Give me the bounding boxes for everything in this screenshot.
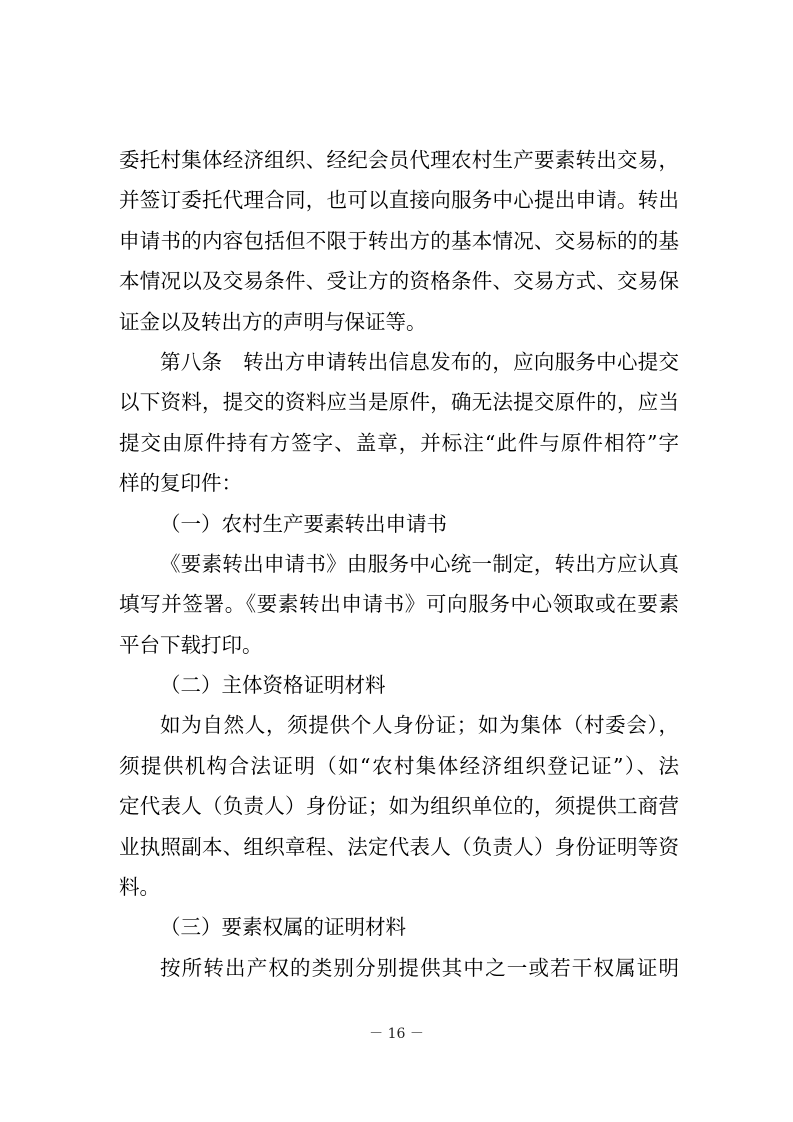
paragraph-line: 并签订委托代理合同，也可以直接向服务中心提出申请。转出 xyxy=(119,188,679,213)
paragraph-line: 定代表人（负责人）身份证；如为组织单位的，须提供工商营 xyxy=(119,794,679,819)
section-heading: （三）要素权属的证明材料 xyxy=(160,915,406,940)
article-heading-line: 第八条 转出方申请转出信息发布的，应向服务中心提交 xyxy=(160,349,679,374)
paragraph-line: 须提供机构合法证明（如“农村集体经济组织登记证”）、法 xyxy=(119,753,679,778)
section-heading: （一）农村生产要素转出申请书 xyxy=(160,511,447,536)
paragraph-line: 证金以及转出方的声明与保证等。 xyxy=(119,309,427,334)
paragraph-line: 如为自然人，须提供个人身份证；如为集体（村委会）， xyxy=(160,713,679,738)
paragraph-line: 委托村集体经济组织、经纪会员代理农村生产要素转出交易， xyxy=(119,148,679,172)
body-text xyxy=(119,140,679,988)
paragraph-line: 申请书的内容包括但不限于转出方的基本情况、交易标的的基 xyxy=(119,228,679,253)
paragraph-line: 样的复印件： xyxy=(119,471,242,496)
section-heading: （二）主体资格证明材料 xyxy=(160,673,386,698)
paragraph-line: 料。 xyxy=(119,875,160,900)
paragraph-line: 以下资料，提交的资料应当是原件，确无法提交原件的，应当 xyxy=(119,390,679,415)
paragraph-line: 本情况以及交易条件、受让方的资格条件、交易方式、交易保 xyxy=(119,269,679,294)
paragraph-line: 填写并签署。《要素转出申请书》可向服务中心领取或在要素 xyxy=(119,592,679,617)
paragraph-line: 提交由原件持有方签字、盖章，并标注“此件与原件相符”字 xyxy=(119,430,679,455)
paragraph-line: 平台下载打印。 xyxy=(119,632,263,657)
paragraph-line: 按所转出产权的类别分别提供其中之一或若干权属证明 xyxy=(160,955,679,980)
paragraph-line: 业执照副本、组织章程、法定代表人（负责人）身份证明等资 xyxy=(119,834,679,859)
paragraph-line: 《要素转出申请书》由服务中心统一制定，转出方应认真 xyxy=(160,551,679,576)
page-number: － 16 － xyxy=(369,1026,424,1042)
